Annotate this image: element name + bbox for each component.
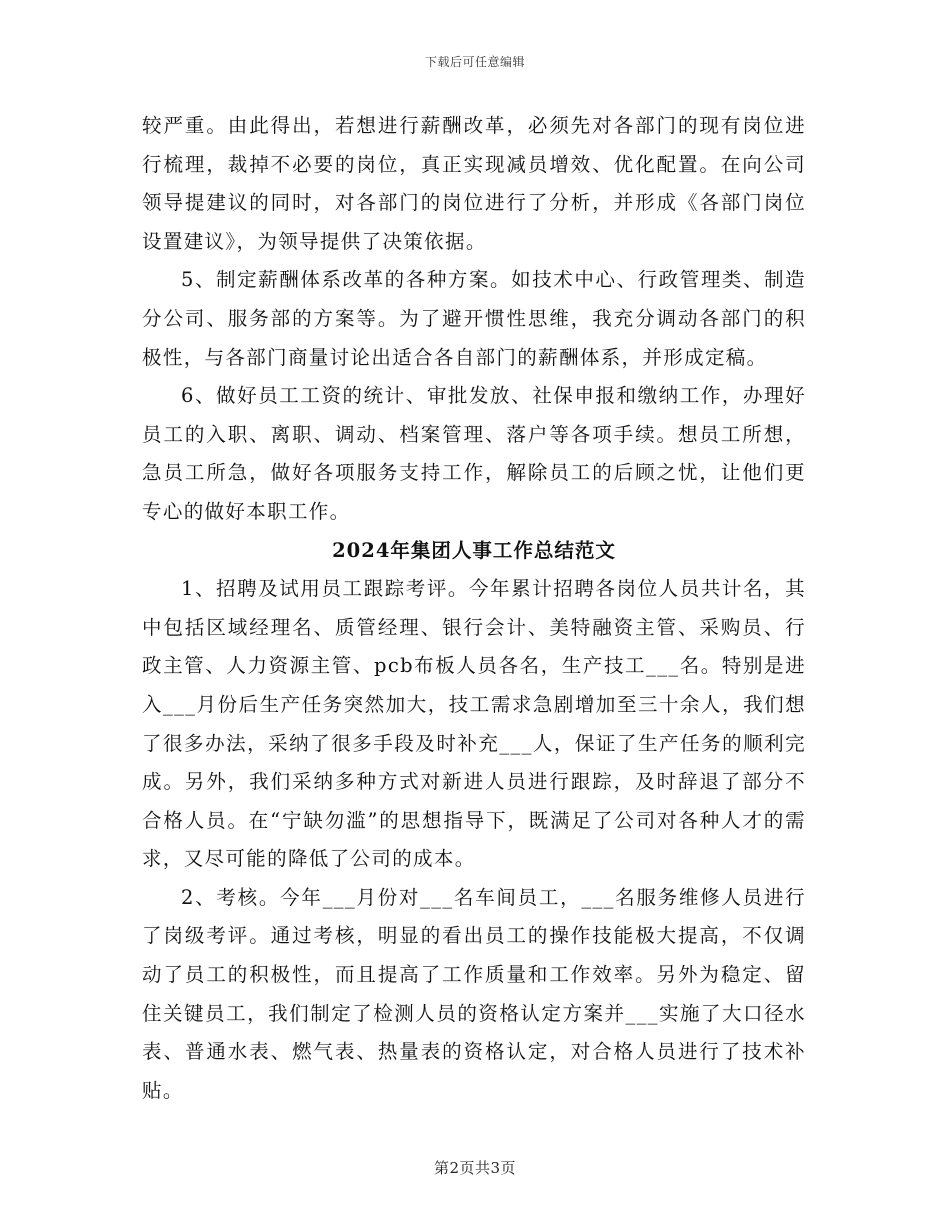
page-number-footer: 第2页共3页	[433, 1159, 517, 1177]
paragraph-recruitment: 1、招聘及试用员工跟踪考评。今年累计招聘各岗位人员共计名，其中包括区域经理名、质管经理、银行会计、美特融资主管、采购员、行政主管、人力资源主管、pcb布板人员各名，生产技工___名。特别是进入___月份后生产任务突然加大，技工需求急剧增加至三十余人，我们想了很多办法，采纳了很多手段及时补充___人，保证了生产任务的顺利完成。另外，我们采纳多种方式对新进人员进行跟踪，及时辞退了部分不合格人员。在“宁缺勿滥”的思想指导下，既满足了公司对各种人才的需求，又尽可能的降低了公司的成本。	[142, 577, 806, 871]
paragraph-item-6: 6、做好员工工资的统计、审批发放、社保申报和缴纳工作，办理好员工的入职、离职、调动、档案管理、落户等各项手续。想员工所想，急员工所急，做好各项服务支持工作，解除员工的后顾之忧，让他们更专心的做好本职工作。	[142, 384, 806, 523]
paragraph-assessment: 2、考核。今年___月份对___名车间员工，___名服务维修人员进行了岗级考评。通过考核，明显的看出员工的操作技能极大提高，不仅调动了员工的积极性，而且提高了工作质量和工作效率。另外为稳定、留住关键员工，我们制定了检测人员的资格认定方案并___实施了大口径水表、普通水表、燃气表、热量表的资格认定，对合格人员进行了技术补贴。	[142, 885, 806, 1102]
paragraph-continued: 较严重。由此得出，若想进行薪酬改革，必须先对各部门的现有岗位进行梳理，裁掉不必要的岗位，真正实现减员增效、优化配置。在向公司领导提建议的同时，对各部门的岗位进行了分析，并形成《各部门岗位设置建议》，为领导提供了决策依据。	[142, 114, 806, 253]
section-title: 2024年集团人事工作总结范文	[332, 538, 616, 562]
document-body	[142, 107, 806, 1110]
page-header-note: 下载后可任意编辑	[424, 55, 525, 69]
paragraph-item-5: 5、制定薪酬体系改革的各种方案。如技术中心、行政管理类、制造分公司、服务部的方案等。为了避开惯性思维，我充分调动各部门的积极性，与各部门商量讨论出适合各自部门的薪酬体系，并形成定稿。	[142, 268, 806, 369]
